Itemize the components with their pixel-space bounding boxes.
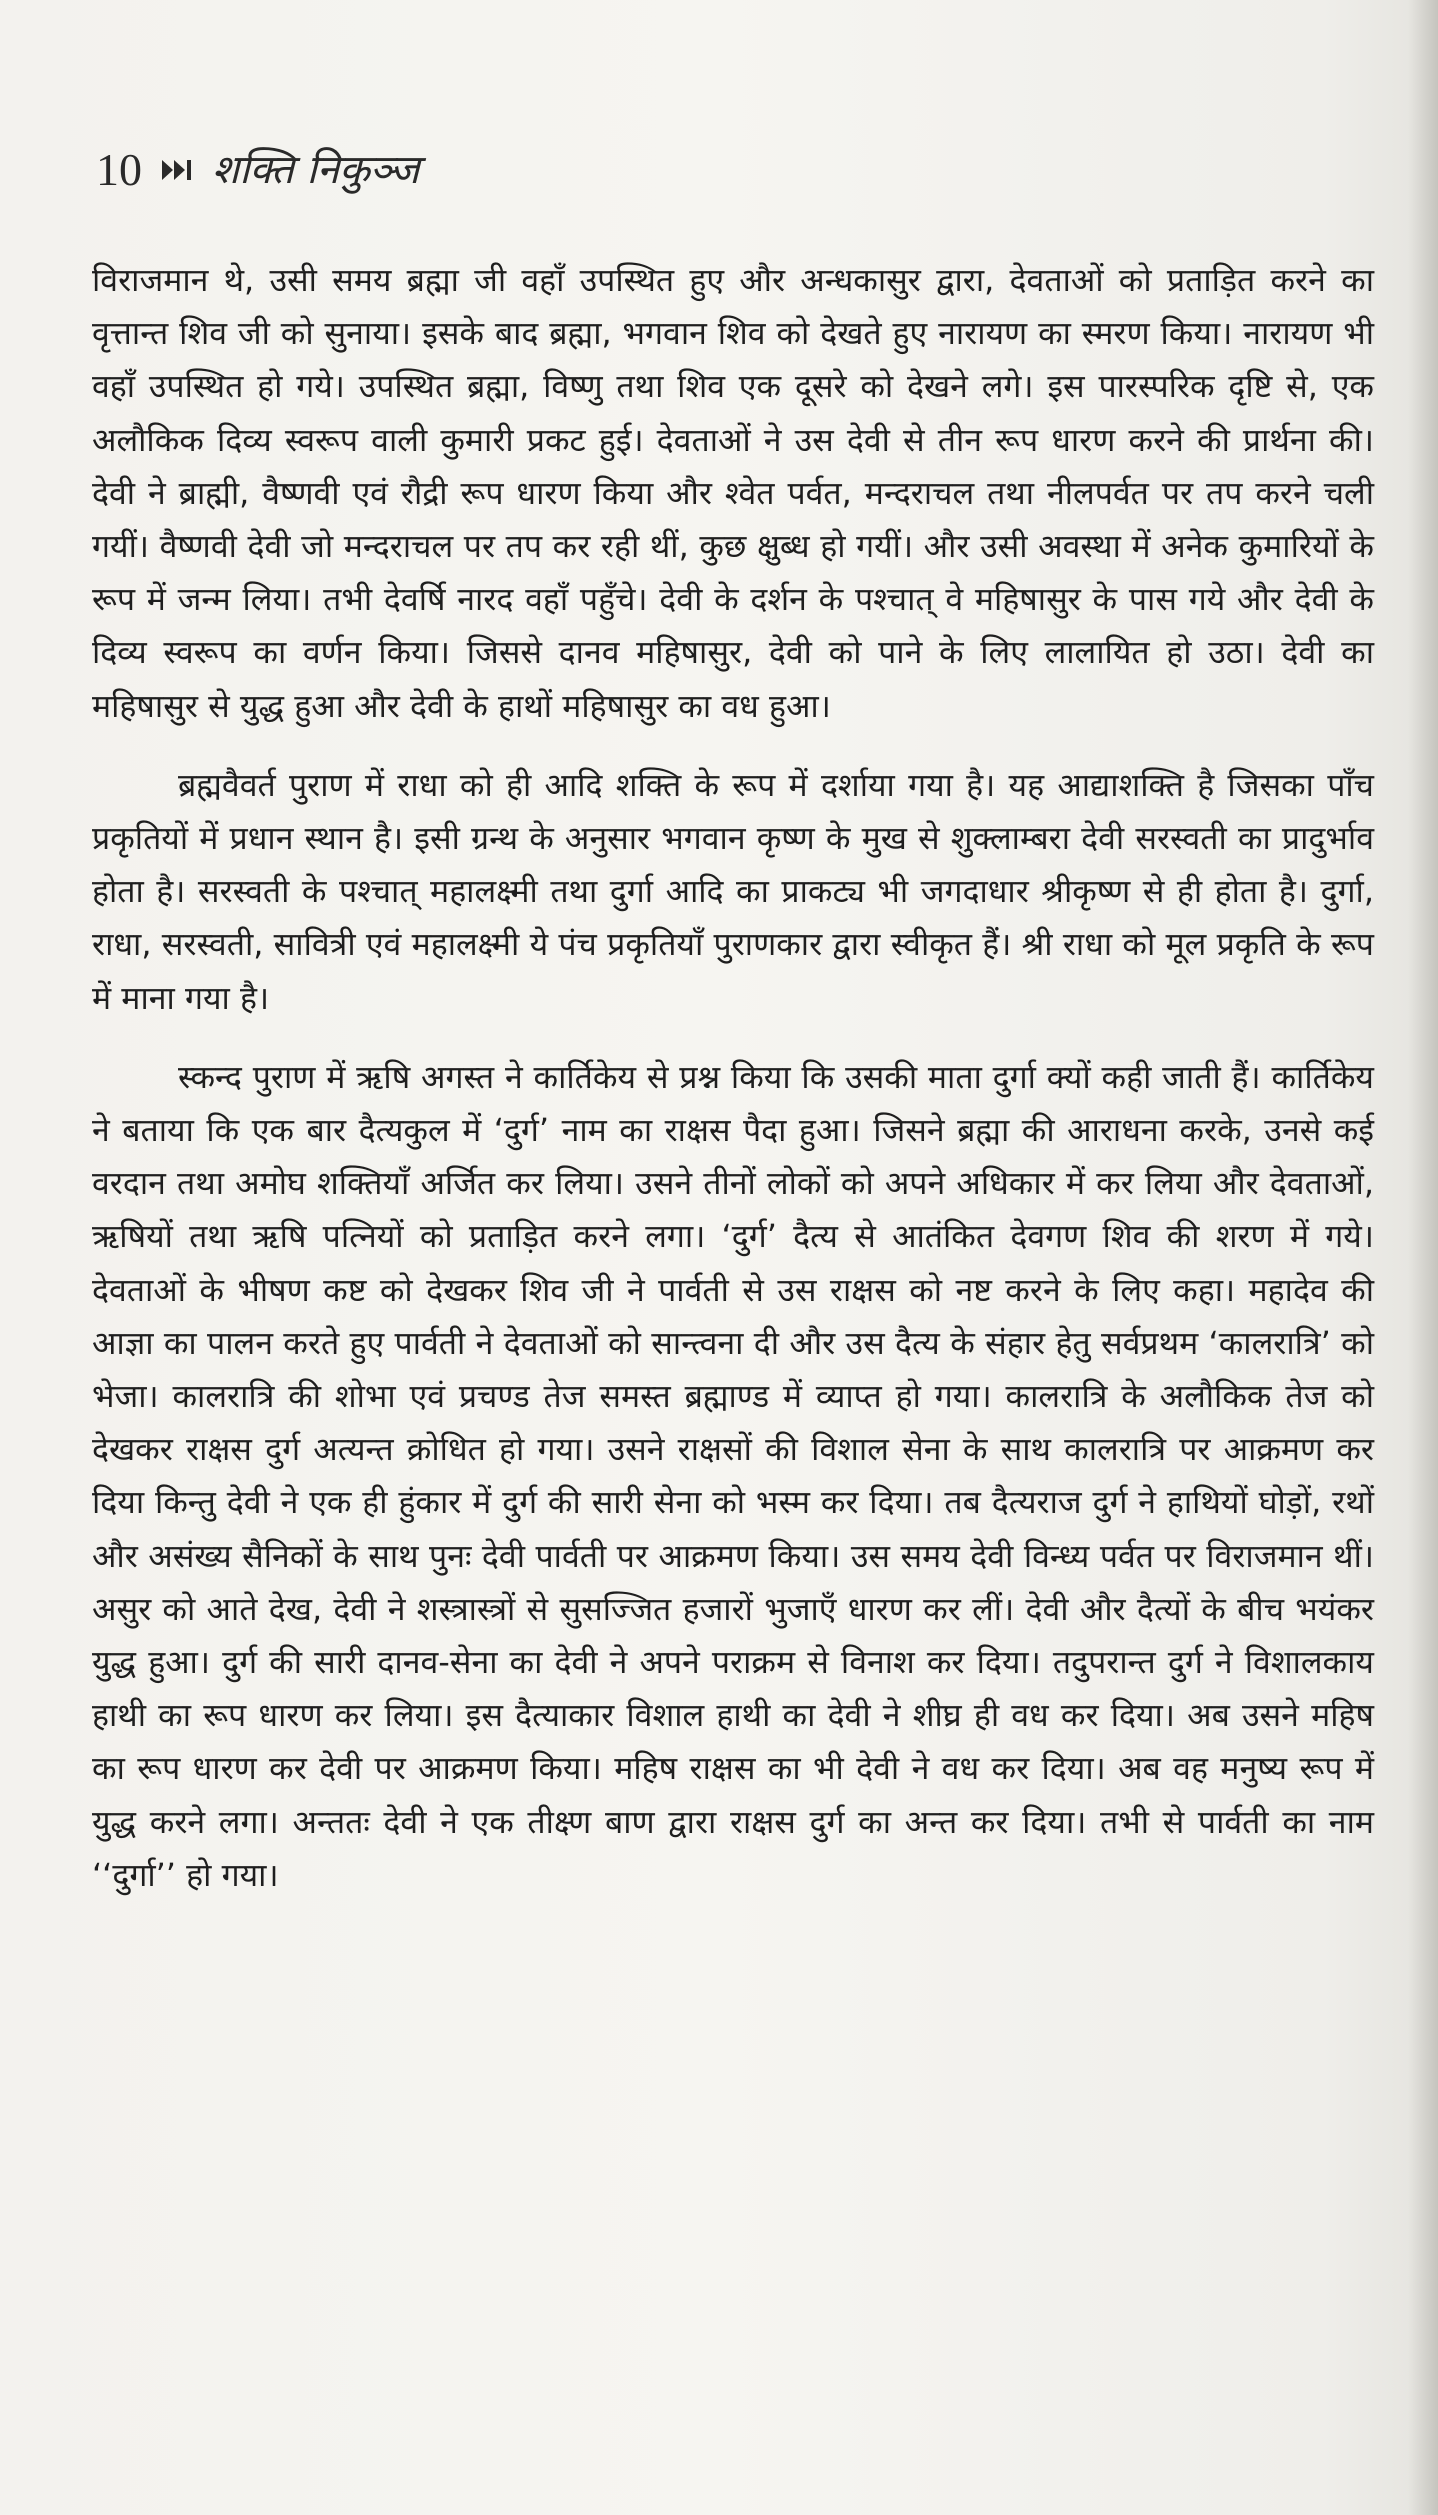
paragraph-1: विराजमान थे, उसी समय ब्रह्मा जी वहाँ उपस्थित हुए और अन्धकासुर द्वारा, देवताओं को प्रताड़ित करने का वृत्तान्त शिव जी को सुनाया। इसके बाद ब्रह्मा, भगवान शिव को देखते हुए नारायण का स्मरण किया। नारायण भी वहाँ उपस्थित हो गये। उपस्थित ब्रह्मा, विष्णु तथा शिव एक दूसरे को देखने लगे। इस पारस्परिक दृष्टि से, एक अलौकिक दिव्य स्वरूप वाली कुमारी प्रकट हुई। देवताओं ने उस देवी से तीन रूप धारण करने की प्रार्थना की। देवी ने ब्राह्मी, वैष्णवी एवं रौद्री रूप धारण किया और श्वेत पर्वत, मन्दराचल तथा नीलपर्वत पर तप करने चली गयीं। वैष्णवी देवी जो मन्दराचल पर तप कर रही थीं, कुछ क्षुब्ध हो गयीं। और उसी अवस्था में अनेक कुमारियों के रूप में जन्म लिया। तभी देवर्षि नारद वहाँ पहुँचे। देवी के दर्शन के पश्चात् वे महिषासुर के पास गये और देवी के दिव्य स्वरूप का वर्णन किया। जिससे दानव महिषासुर, देवी को पाने के लिए लालायित हो उठा। देवी का महिषासुर से युद्ध हुआ और देवी के हाथों महिषासुर का वध हुआ। bbox=[92, 261, 1374, 725]
page-edge-shadow bbox=[1408, 0, 1438, 2515]
page-number: 10 bbox=[96, 144, 142, 195]
paragraph-3: स्कन्द पुराण में ऋषि अगस्त ने कार्तिकेय से प्रश्न किया कि उसकी माता दुर्गा क्यों कही जाती हैं। कार्तिकेय ने बताया कि एक बार दैत्यकुल में ‘दुर्ग’ नाम का राक्षस पैदा हुआ। जिसने ब्रह्मा की आराधना करके, उनसे कई वरदान तथा अमोघ शक्तियाँ अर्जित कर लिया। उसने तीनों लोकों को अपने अधिकार में कर लिया और देवताओं, ऋषियों तथा ऋषि पत्नियों को प्रताड़ित करने लगा। ‘दुर्ग’ दैत्य से आतंकित देवगण शिव की शरण में गये। देवताओं के भीषण कष्ट को देखकर शिव जी ने पार्वती से उस राक्षस को नष्ट करने के लिए कहा। महादेव की आज्ञा का पालन करते हुए पार्वती ने देवताओं को सान्त्वना दी और उस दैत्य के संहार हेतु सर्वप्रथम ‘कालरात्रि’ को भेजा। कालरात्रि की शोभा एवं प्रचण्ड तेज समस्त ब्रह्माण्ड में व्याप्त हो गया। कालरात्रि के अलौकिक तेज को देखकर राक्षस दुर्ग अत्यन्त क्रोधित हो गया। उसने राक्षसों की विशाल सेना के साथ कालरात्रि पर आक्रमण कर दिया किन्तु देवी ने एक ही हुंकार में दुर्ग की सारी सेना को भस्म कर दिया। तब दैत्यराज दुर्ग ने हाथियों घोड़ों, रथों और असंख्य सैनिकों के साथ पुनः देवी पार्वती पर आक्रमण किया। उस समय देवी विन्ध्य पर्वत पर विराजमान थीं। असुर को आते देख, देवी ने शस्त्रास्त्रों से सुसज्जित हजारों भुजाएँ धारण कर लीं। देवी और दैत्यों के बीच भयंकर युद्ध हुआ। दुर्ग की सारी दानव-सेना का देवी ने अपने पराक्रम से विनाश कर दिया। तदुपरान्त दुर्ग ने विशालकाय हाथी का रूप धारण कर लिया। इस दैत्याकार विशाल हाथी का देवी ने शीघ्र ही वध कर दिया। अब उसने महिष का रूप धारण कर देवी पर आक्रमण किया। महिष राक्षस का भी देवी ने वध कर दिया। अब वह मनुष्य रूप में युद्ध करने लगा। अन्ततः देवी ने एक तीक्ष्ण बाण द्वारा राक्षस दुर्ग का अन्त कर दिया। तभी से पार्वती का नाम ‘‘दुर्गा’’ हो गया। bbox=[92, 1057, 1374, 1894]
paragraph-2: ब्रह्मवैवर्त पुराण में राधा को ही आदि शक्ति के रूप में दर्शाया गया है। यह आद्याशक्ति है जिसका पाँच प्रकृतियों में प्रधान स्थान है। इसी ग्रन्थ के अनुसार भगवान कृष्ण के मुख से शुक्लाम्बरा देवी सरस्वती का प्रादुर्भाव होता है। सरस्वती के पश्चात् महालक्ष्मी तथा दुर्गा आदि का प्राकट्य भी जगदाधार श्रीकृष्ण से ही होता है। दुर्गा, राधा, सरस्वती, सावित्री एवं महालक्ष्मी ये पंच प्रकृतियाँ पुराणकार द्वारा स्वीकृत हैं। श्री राधा को मूल प्रकृति के रूप में माना गया है। bbox=[92, 765, 1374, 1017]
running-title: शक्ति निकुञ्ज bbox=[212, 147, 420, 193]
page-header bbox=[96, 140, 419, 200]
forward-icon bbox=[162, 158, 196, 182]
page-body bbox=[92, 254, 1374, 1902]
